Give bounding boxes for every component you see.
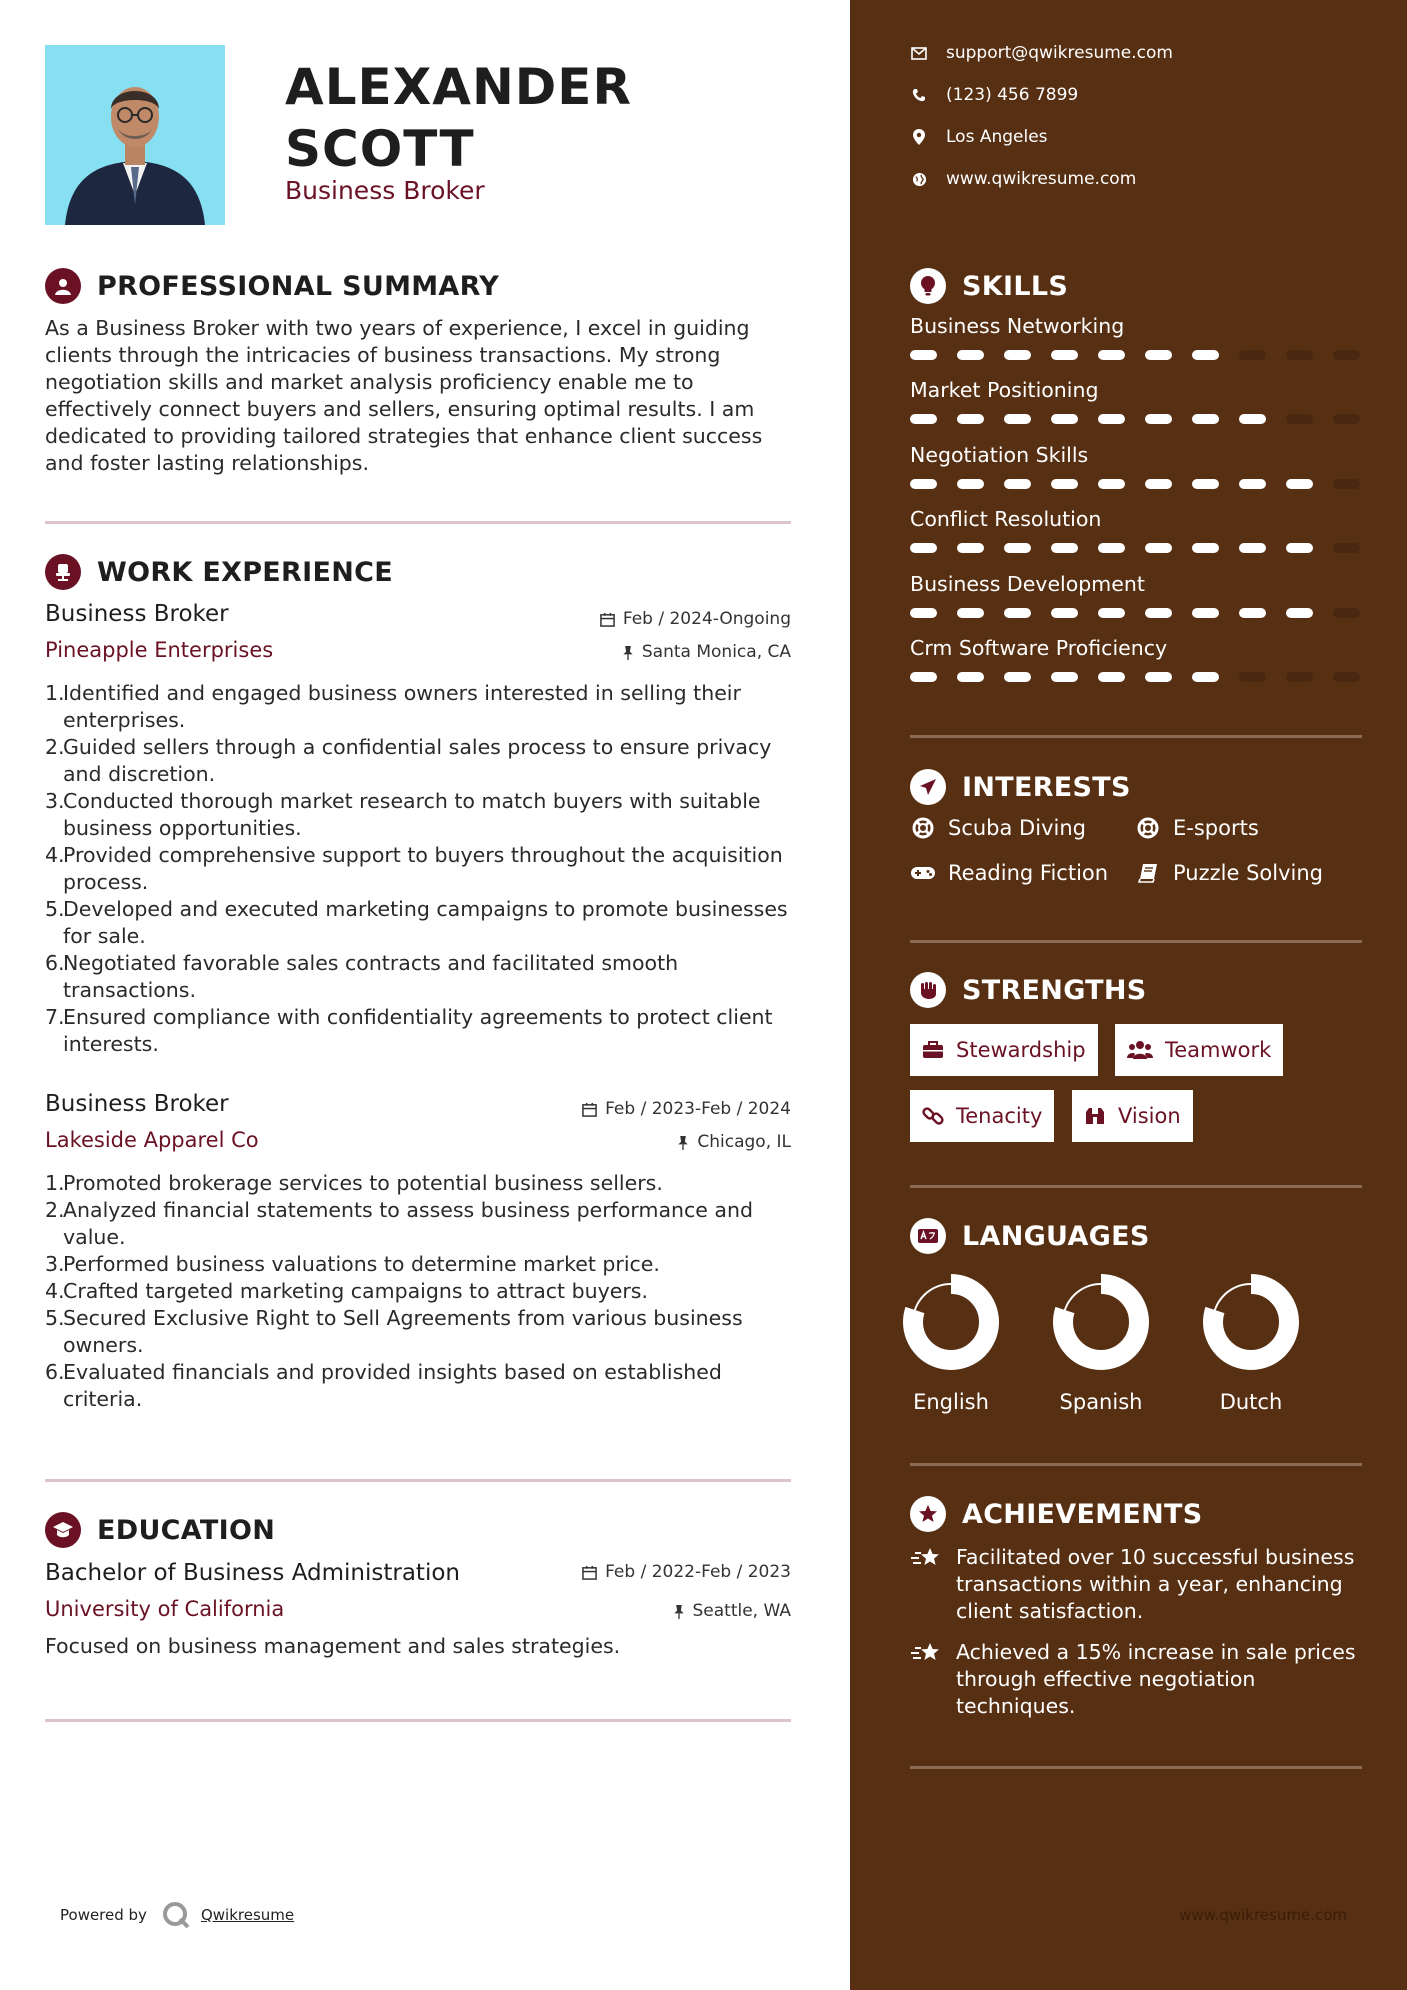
- powered-by: [60, 1900, 294, 1930]
- skill-name: Conflict Resolution: [910, 507, 1102, 531]
- languages-heading: [910, 1218, 1150, 1254]
- list-item: 2. Analyzed financial statements to assess business performance and value.: [45, 1198, 753, 1249]
- skill-dash: [957, 543, 984, 553]
- language-name: English: [913, 1390, 989, 1414]
- skill-item: [910, 507, 1362, 553]
- experience-heading: [45, 554, 393, 590]
- job-1-title: Business Broker: [45, 601, 229, 627]
- skill-dash: [1333, 608, 1360, 618]
- skill-dash: [1004, 479, 1031, 489]
- users-icon: [1127, 1040, 1153, 1060]
- gamepad-icon: [910, 865, 936, 881]
- skill-dash: [1239, 672, 1266, 682]
- lifebuoy-icon: [1135, 817, 1161, 839]
- skill-dash: [1098, 543, 1125, 553]
- divider: [45, 1719, 791, 1722]
- location-text: Los Angeles: [946, 127, 1048, 147]
- skill-dash: [1004, 608, 1031, 618]
- chair-icon: [45, 554, 81, 590]
- qwikresume-link[interactable]: Qwikresume: [200, 1906, 295, 1924]
- skill-dash: [1333, 543, 1360, 553]
- shooting-star-icon: [910, 1639, 946, 1720]
- skill-dash: [1145, 479, 1172, 489]
- strengths-heading: [910, 972, 1147, 1008]
- paper-plane-icon: [910, 769, 946, 805]
- link-icon: [922, 1105, 944, 1127]
- pin-icon: [622, 645, 634, 660]
- divider: [910, 1766, 1362, 1769]
- school: University of California: [45, 1597, 285, 1621]
- contact-email: [910, 43, 1173, 63]
- list-item: 4. Crafted targeted marketing campaigns to attract buyers.: [45, 1279, 648, 1303]
- list-item: 1. Identified and engaged business owners interested in selling their enterprises.: [45, 681, 741, 732]
- skill-dash: [1145, 414, 1172, 424]
- job-2-title: Business Broker: [45, 1091, 229, 1117]
- skill-dash: [957, 608, 984, 618]
- skill-dash: [910, 608, 937, 618]
- job-1-dates: [600, 609, 791, 629]
- calendar-icon: [582, 1102, 597, 1117]
- graduation-cap-icon: [45, 1512, 81, 1548]
- job-1-dates-text: Feb / 2024-Ongoing: [622, 609, 791, 629]
- skill-dash: [1286, 543, 1313, 553]
- skill-name: Crm Software Proficiency: [910, 636, 1168, 660]
- map-marker-icon: [910, 129, 928, 145]
- skill-dash: [1333, 350, 1360, 360]
- user-icon: [45, 268, 81, 304]
- skill-rating: [910, 350, 1362, 360]
- phone-icon: [910, 88, 928, 102]
- strengths-title: STRENGTHS: [962, 974, 1147, 1006]
- skill-dash: [1286, 414, 1313, 424]
- achievement-text: Facilitated over 10 successful business transactions within a year, enhancing client satisfaction.: [956, 1545, 1355, 1623]
- skill-rating: [910, 543, 1362, 553]
- powered-by-label: Powered by: [60, 1906, 147, 1924]
- skill-name: Business Development: [910, 572, 1145, 596]
- skill-name: Negotiation Skills: [910, 443, 1089, 467]
- achievement-item: [910, 1639, 1370, 1720]
- list-item: 2. Guided sellers through a confidential sales process to ensure privacy and discretion.: [45, 735, 772, 786]
- skill-dash: [1239, 350, 1266, 360]
- book-icon: [1135, 863, 1161, 883]
- skill-dash: [1145, 350, 1172, 360]
- skill-dash: [910, 350, 937, 360]
- skill-dash: [1004, 672, 1031, 682]
- skills-heading: [910, 268, 1068, 304]
- language-item: [896, 1272, 1006, 1414]
- divider: [910, 940, 1362, 943]
- phone-text: (123) 456 7899: [946, 85, 1079, 105]
- skill-dash: [910, 543, 937, 553]
- interest-item: [910, 816, 1086, 840]
- email-text[interactable]: support@qwikresume.com: [946, 43, 1173, 63]
- skill-dash: [1145, 543, 1172, 553]
- strength-badge: [1072, 1090, 1193, 1142]
- education-heading: [45, 1512, 275, 1548]
- contact-phone: [910, 85, 1078, 105]
- skill-dash: [910, 414, 937, 424]
- globe-icon: [910, 172, 928, 187]
- skill-dash: [1098, 672, 1125, 682]
- binoculars-icon: [1084, 1106, 1106, 1126]
- skill-rating: [910, 414, 1362, 424]
- strength-label: Vision: [1118, 1104, 1181, 1128]
- skill-dash: [957, 672, 984, 682]
- skill-dash: [1286, 350, 1313, 360]
- education-note: Focused on business management and sales strategies.: [45, 1634, 621, 1658]
- skill-rating: [910, 479, 1362, 489]
- contact-location: [910, 127, 1048, 147]
- divider: [910, 735, 1362, 738]
- language-item: [1046, 1272, 1156, 1414]
- skill-dash: [1333, 479, 1360, 489]
- first-name: ALEXANDER: [285, 58, 632, 116]
- skill-dash: [1051, 414, 1078, 424]
- strength-badge: [910, 1024, 1098, 1076]
- skill-dash: [1098, 479, 1125, 489]
- skill-dash: [1239, 479, 1266, 489]
- skill-dash: [1239, 608, 1266, 618]
- languages-title: LANGUAGES: [962, 1220, 1150, 1252]
- interest-item: [910, 861, 1108, 885]
- interest-label: Scuba Diving: [948, 816, 1086, 840]
- degree: Bachelor of Business Administration: [45, 1560, 460, 1586]
- skill-name: Market Positioning: [910, 378, 1099, 402]
- job-1-bullets: [45, 680, 795, 1058]
- divider: [45, 521, 791, 524]
- skill-dash: [957, 350, 984, 360]
- skill-dash: [1192, 350, 1219, 360]
- skill-dash: [1051, 350, 1078, 360]
- achievements-heading: [910, 1496, 1203, 1532]
- skill-dash: [1051, 608, 1078, 618]
- strength-label: Teamwork: [1165, 1038, 1272, 1062]
- skills-title: SKILLS: [962, 270, 1069, 302]
- skill-dash: [1239, 543, 1266, 553]
- language-icon: [910, 1218, 946, 1254]
- education-dates-text: Feb / 2022-Feb / 2023: [605, 1562, 791, 1582]
- skill-dash: [1098, 350, 1125, 360]
- skill-dash: [1333, 414, 1360, 424]
- skill-dash: [1192, 479, 1219, 489]
- education-location: [673, 1601, 792, 1621]
- job-1-company: Pineapple Enterprises: [45, 638, 274, 662]
- contact-website: [910, 169, 1136, 189]
- job-2-location-text: Chicago, IL: [697, 1132, 791, 1152]
- divider: [910, 1463, 1362, 1466]
- job-2-dates-text: Feb / 2023-Feb / 2024: [605, 1099, 791, 1119]
- skill-item: [910, 314, 1362, 360]
- language-ring: [1201, 1272, 1301, 1372]
- list-item: 6. Evaluated financials and provided insights based on established criteria.: [45, 1360, 722, 1411]
- skill-rating: [910, 608, 1362, 618]
- skill-dash: [1239, 414, 1266, 424]
- pin-icon: [673, 1604, 685, 1619]
- skill-dash: [1145, 608, 1172, 618]
- skill-dash: [1098, 608, 1125, 618]
- sidebar: [850, 0, 1407, 1990]
- envelope-icon: [910, 47, 928, 60]
- list-item: 3. Conducted thorough market research to match buyers with suitable business opportunities.: [45, 789, 761, 840]
- skill-name: Business Networking: [910, 314, 1125, 338]
- qwikresume-logo-icon: [161, 1900, 191, 1930]
- skill-dash: [1004, 543, 1031, 553]
- skill-dash: [1286, 608, 1313, 618]
- skill-item: [910, 636, 1362, 682]
- summary-text: As a Business Broker with two years of experience, I excel in guiding clients through the intricacies of business transactions. My strong negotiation skills and market analysis proficiency enable me to effectively connect buyers and sellers, ensuring optimal results. I am dedicated to providing tailored strategies that enhance client success and foster lasting relationships.: [45, 316, 763, 475]
- education-dates: [582, 1562, 791, 1582]
- skill-dash: [1333, 672, 1360, 682]
- summary-title: PROFESSIONAL SUMMARY: [97, 270, 500, 302]
- skill-dash: [1051, 479, 1078, 489]
- briefcase-icon: [922, 1041, 944, 1059]
- footer-url[interactable]: www.qwikresume.com: [1179, 1906, 1347, 1924]
- skill-dash: [910, 479, 937, 489]
- strength-badge: [1115, 1024, 1283, 1076]
- pin-icon: [677, 1135, 689, 1150]
- job-1-location: [622, 642, 791, 662]
- skill-rating: [910, 672, 1362, 682]
- job-title: Business Broker: [285, 176, 485, 205]
- language-name: Dutch: [1219, 1390, 1283, 1414]
- list-item: 7. Ensured compliance with confidentiality agreements to protect client interests.: [45, 1005, 773, 1056]
- skill-dash: [1145, 672, 1172, 682]
- lightbulb-icon: [910, 268, 946, 304]
- achievements-title: ACHIEVEMENTS: [962, 1498, 1203, 1530]
- achievement-text: Achieved a 15% increase in sale prices through effective negotiation techniques.: [956, 1640, 1356, 1718]
- job-2-dates: [582, 1099, 791, 1119]
- calendar-icon: [600, 612, 615, 627]
- lifebuoy-icon: [910, 817, 936, 839]
- profile-photo: [45, 45, 225, 225]
- education-title: EDUCATION: [97, 1514, 276, 1546]
- interest-item: [1135, 861, 1323, 885]
- shooting-star-icon: [910, 1544, 946, 1625]
- skill-dash: [957, 414, 984, 424]
- achievement-item: [910, 1544, 1370, 1625]
- skill-dash: [910, 672, 937, 682]
- interest-label: E-sports: [1173, 816, 1259, 840]
- education-location-text: Seattle, WA: [692, 1601, 791, 1621]
- skill-dash: [1192, 414, 1219, 424]
- skill-dash: [1004, 414, 1031, 424]
- divider: [910, 1185, 1362, 1188]
- language-item: [1196, 1272, 1306, 1414]
- interests-heading: [910, 769, 1131, 805]
- fist-icon: [910, 972, 946, 1008]
- interest-label: Puzzle Solving: [1173, 861, 1323, 885]
- list-item: 4. Provided comprehensive support to buyers throughout the acquisition process.: [45, 843, 783, 894]
- interest-label: Reading Fiction: [948, 861, 1109, 885]
- skill-item: [910, 443, 1362, 489]
- divider: [45, 1479, 791, 1482]
- interest-item: [1135, 816, 1259, 840]
- skill-dash: [1051, 543, 1078, 553]
- skill-dash: [1004, 350, 1031, 360]
- language-ring: [1051, 1272, 1151, 1372]
- skill-dash: [1192, 543, 1219, 553]
- language-ring: [901, 1272, 1001, 1372]
- job-1-location-text: Santa Monica, CA: [641, 642, 791, 662]
- last-name: SCOTT: [285, 120, 475, 178]
- website-text[interactable]: www.qwikresume.com: [946, 169, 1137, 189]
- star-badge-icon: [910, 1496, 946, 1532]
- list-item: 1. Promoted brokerage services to potential business sellers.: [45, 1171, 663, 1195]
- experience-title: WORK EXPERIENCE: [97, 556, 393, 588]
- summary-heading: [45, 268, 499, 304]
- language-name: Spanish: [1059, 1390, 1143, 1414]
- skill-dash: [1098, 414, 1125, 424]
- skill-dash: [957, 479, 984, 489]
- candidate-name: [285, 56, 632, 180]
- list-item: 6. Negotiated favorable sales contracts and facilitated smooth transactions.: [45, 951, 679, 1002]
- strength-label: Tenacity: [956, 1104, 1043, 1128]
- skill-dash: [1192, 672, 1219, 682]
- skill-dash: [1051, 672, 1078, 682]
- strength-label: Stewardship: [956, 1038, 1086, 1062]
- interests-title: INTERESTS: [962, 771, 1131, 803]
- skill-dash: [1286, 479, 1313, 489]
- strength-badge: [910, 1090, 1054, 1142]
- job-2-bullets: [45, 1170, 795, 1413]
- skill-item: [910, 378, 1362, 424]
- calendar-icon: [582, 1565, 597, 1580]
- list-item: 5. Developed and executed marketing campaigns to promote businesses for sale.: [45, 897, 788, 948]
- job-2-location: [677, 1132, 791, 1152]
- list-item: 3. Performed business valuations to determine market price.: [45, 1252, 660, 1276]
- list-item: 5. Secured Exclusive Right to Sell Agreements from various business owners.: [45, 1306, 743, 1357]
- job-2-company: Lakeside Apparel Co: [45, 1128, 259, 1152]
- skill-dash: [1192, 608, 1219, 618]
- skill-item: [910, 572, 1362, 618]
- skill-dash: [1286, 672, 1313, 682]
